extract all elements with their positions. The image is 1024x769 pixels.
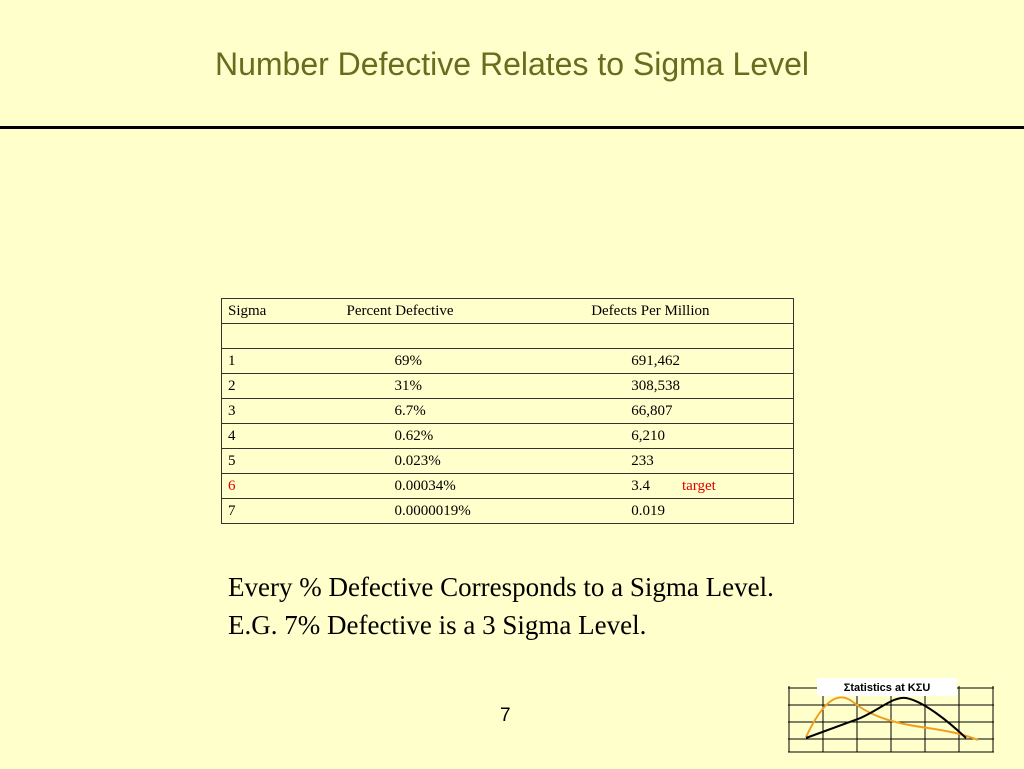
sigma-table [221, 298, 794, 524]
header-sigma: Sigma [222, 299, 351, 324]
table-header-row [222, 299, 794, 324]
cell-percent: 0.00034% [351, 474, 592, 499]
title-divider [0, 126, 1024, 129]
table-row [222, 399, 794, 424]
cell-sigma-target: 6 [222, 474, 351, 499]
table-row-target [222, 474, 794, 499]
header-percent-defective-text: Percent Defective [346, 302, 454, 319]
orange-curve [806, 697, 978, 740]
page-number: 7 [500, 705, 511, 726]
cell-sigma: 3 [222, 399, 351, 424]
header-defects-per-million: Defects Per Million [591, 299, 793, 324]
cell-percent: 0.0000019% [351, 499, 592, 524]
slide-title: Number Defective Relates to Sigma Level [214, 46, 810, 82]
table-row [222, 349, 794, 374]
cell-percent: 69% [351, 349, 592, 374]
header-percent-defective [346, 299, 592, 324]
cell-sigma: 4 [222, 424, 351, 449]
table-row [222, 374, 794, 399]
cell-sigma: 2 [222, 374, 351, 399]
cell-dpm: 0.019 [591, 499, 793, 524]
cell-sigma: 7 [222, 499, 351, 524]
cell-dpm [591, 474, 793, 499]
table-row [222, 499, 794, 524]
cell-sigma: 1 [222, 349, 351, 374]
cell-dpm: 308,538 [591, 374, 793, 399]
cell-dpm-value: 3.4 [631, 477, 650, 494]
table-blank-row [222, 324, 794, 349]
cell-percent: 0.023% [351, 449, 592, 474]
cell-dpm: 6,210 [591, 424, 793, 449]
table-row [222, 424, 794, 449]
table-row [222, 449, 794, 474]
cell-dpm: 233 [591, 449, 793, 474]
cell-percent: 31% [351, 374, 592, 399]
cell-dpm: 66,807 [591, 399, 793, 424]
logo-label: Σtatistics at KΣU [843, 682, 931, 694]
cell-dpm: 691,462 [591, 349, 793, 374]
cell-sigma: 5 [222, 449, 351, 474]
cell-percent: 6.7% [351, 399, 592, 424]
statistics-logo [788, 676, 998, 764]
logo-graphic [788, 676, 998, 764]
target-label: target [681, 477, 716, 494]
cell-percent: 0.62% [351, 424, 592, 449]
explanation-text: Every % Defective Corresponds to a Sigma Level. E.G. 7% Defective is a 3 Sigma Level. [228, 572, 774, 640]
black-curve [806, 698, 966, 738]
